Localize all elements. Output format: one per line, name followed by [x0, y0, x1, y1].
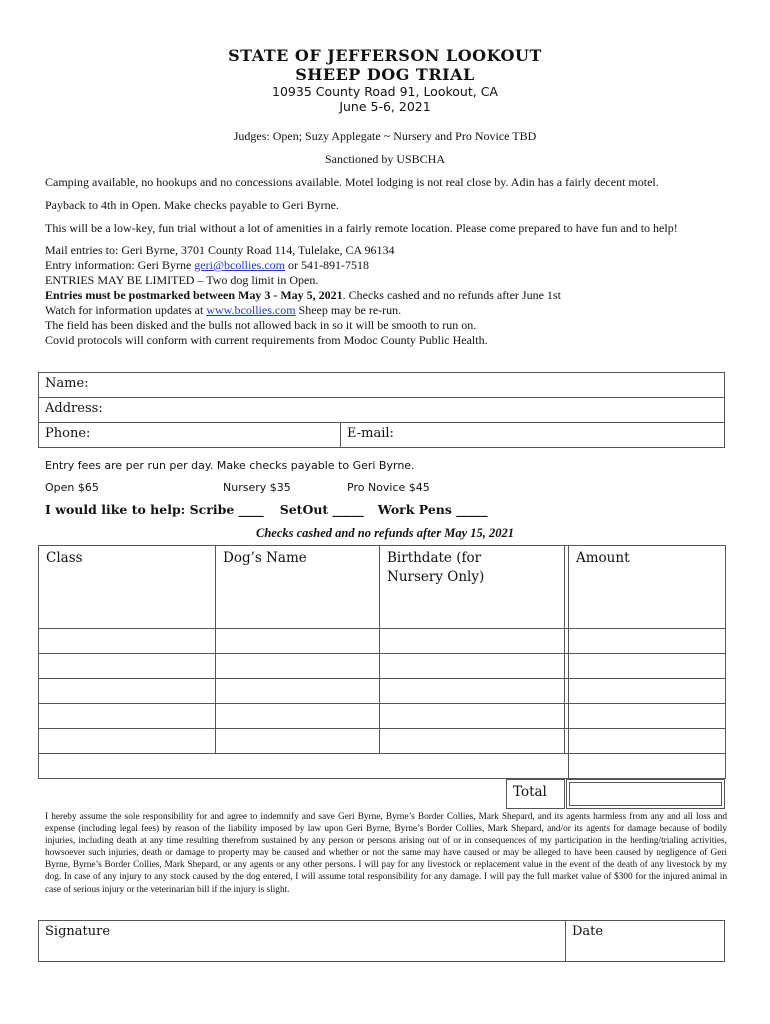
signature-field[interactable]	[38, 920, 566, 962]
total-label-cell	[506, 779, 565, 809]
fees-line: Entry fees are per run per day. Make checks payable to Geri Byrne.	[45, 459, 415, 472]
email-label: E-mail:	[347, 426, 394, 441]
date-label: Date	[572, 924, 604, 939]
entry-information	[45, 258, 735, 273]
entries-limited: ENTRIES MAY BE LIMITED – Two dog limit in Open.	[45, 273, 319, 287]
email-field[interactable]	[340, 422, 725, 448]
website-link[interactable]: www.bcollies.com	[206, 303, 296, 317]
phone-label: Phone:	[45, 426, 91, 441]
entry-info-prefix: Entry information: Geri Byrne	[45, 258, 195, 272]
fee-nursery: Nursery $35	[223, 481, 291, 494]
table-row-wide[interactable]	[39, 754, 726, 779]
field-info: The field has been disked and the bulls not allowed back in so it will be smooth to run on.	[45, 318, 477, 332]
table-header-row	[39, 546, 726, 629]
postmark-rest: . Checks cashed and no refunds after June 1st	[342, 288, 561, 302]
table-row[interactable]	[39, 704, 726, 729]
entries-table	[38, 545, 726, 779]
lowkey-info: This will be a low-key, fun trial without a lot of amenities in a fairly remote location. Please come prepared to have fun and to help!	[45, 221, 678, 235]
entry-info-suffix: or 541-891-7518	[285, 258, 369, 272]
fee-open: Open $65	[45, 481, 99, 494]
table-row[interactable]	[39, 729, 726, 754]
header-dogs-name: Dog’s Name	[216, 546, 380, 629]
postmark-line	[45, 288, 735, 303]
payback-info: Payback to 4th in Open. Make checks payable to Geri Byrne.	[45, 198, 339, 212]
postmark-dates: Entries must be postmarked between May 3 - May 5, 2021	[45, 288, 343, 302]
help-line	[45, 502, 488, 517]
watch-suffix: Sheep may be re-run.	[295, 303, 402, 317]
table-row[interactable]	[39, 679, 726, 704]
header-birthdate: Birthdate (for Nursery Only)	[380, 546, 565, 629]
name-label: Name:	[45, 376, 89, 391]
title-line-1: STATE OF JEFFERSON LOOKOUT	[228, 46, 542, 65]
address-field[interactable]	[38, 397, 725, 423]
covid-info: Covid protocols will conform with current requirements from Modoc County Public Health.	[45, 333, 488, 347]
total-amount-inner	[569, 782, 722, 806]
liability-waiver: I hereby assume the sole responsibility for and agree to indemnify and save Geri Byrne, Byrne’s Border Collies, Mark Shepard, and its agents harmless from any and all loss and expense (including legal fees) by reason of the liability imposed by law upon Geri Byrne, Byrne’s Border Collies, Mark Shepard, and/or its agents for damage because of bodily injuries, including death at any time resulting therefrom sustained by any person or persons arising out of or in consequences of my participation in the herding/trialing activities, howsoever such injuries, death or damage to property may be caused and whether or not the same may have caused or may be alleged to have been caused by negligence of Geri Byrne, Byrne’s Border Collies, Mark Shepard, or any agents or any other persons. I will pay for any livestock or replacement value in the event of the death of any livestock by my dog. In case of any injury to any stock caused by the dog entered, I will assume total responsibility for any damage. I will pay the full market value of $300 for the injured animal in case of serious injury or the veterinarian bill if the injury is slight.	[45, 812, 727, 895]
header-class: Class	[39, 546, 216, 629]
help-work-pens[interactable]: Work Pens _____	[377, 502, 488, 517]
title-line-2: SHEEP DOG TRIAL	[295, 65, 475, 84]
phone-field[interactable]	[38, 422, 341, 448]
help-prefix: I would like to help:	[45, 502, 190, 517]
help-scribe[interactable]: Scribe ____	[189, 502, 264, 517]
judges-line: Judges: Open; Suzy Applegate ~ Nursery and Pro Novice TBD	[233, 129, 537, 143]
signature-label: Signature	[45, 924, 111, 939]
table-row[interactable]	[39, 654, 726, 679]
fee-pro-novice: Pro Novice $45	[347, 481, 430, 494]
venue-address: 10935 County Road 91, Lookout, CA	[272, 84, 498, 99]
address-label: Address:	[45, 401, 103, 416]
watch-updates	[45, 303, 735, 318]
trial-dates: June 5-6, 2021	[339, 99, 431, 114]
help-setout[interactable]: SetOut _____	[279, 502, 364, 517]
table-row[interactable]	[39, 629, 726, 654]
checks-note: Checks cashed and no refunds after May 15, 2021	[256, 526, 514, 540]
entry-email-link[interactable]: geri@bcollies.com	[194, 258, 285, 272]
date-field[interactable]	[565, 920, 725, 962]
name-field[interactable]	[38, 372, 725, 398]
watch-prefix: Watch for information updates at	[45, 303, 207, 317]
total-amount-field[interactable]	[566, 779, 725, 809]
total-label: Total	[513, 784, 547, 800]
mail-entries: Mail entries to: Geri Byrne, 3701 County Road 114, Tulelake, CA 96134	[45, 243, 395, 257]
camping-info: Camping available, no hookups and no concessions available. Motel lodging is not real close by. Adin has a fairly decent motel.	[45, 175, 659, 189]
sanctioned-line: Sanctioned by USBCHA	[325, 152, 445, 166]
header-amount: Amount	[569, 546, 726, 629]
